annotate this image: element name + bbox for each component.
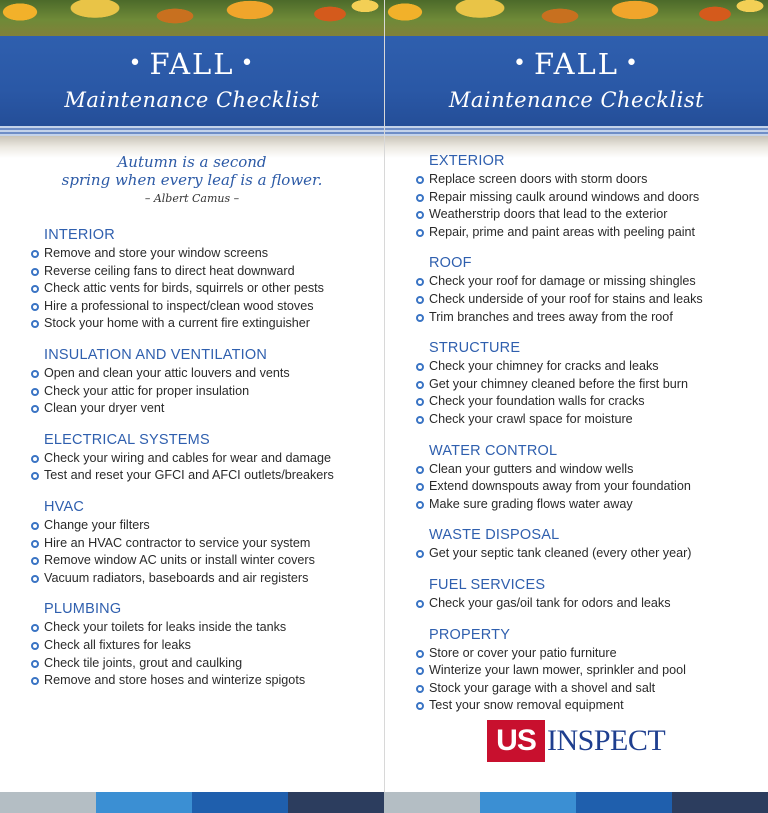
checklist-item bbox=[0, 535, 384, 553]
checklist-section bbox=[385, 338, 768, 428]
checklist-item bbox=[385, 273, 768, 291]
us-inspect-logo bbox=[487, 720, 667, 762]
checklist-item bbox=[385, 171, 768, 189]
checklist-item bbox=[385, 411, 768, 429]
section-heading: EXTERIOR bbox=[429, 153, 505, 169]
checklist-item bbox=[0, 552, 384, 570]
checklist-item bbox=[0, 245, 384, 263]
banner-title: • FALL • bbox=[512, 47, 641, 81]
checklist-item-text: Remove and store hoses and winterize spigots bbox=[44, 673, 306, 688]
section-heading: ROOF bbox=[429, 255, 472, 272]
checklist-item-text: Remove window AC units or install winter covers bbox=[44, 553, 315, 568]
section-heading: INSULATION AND VENTILATION bbox=[44, 346, 268, 363]
circle-bullet-icon bbox=[416, 702, 424, 710]
checklist-item-text: Check underside of your roof for stains and leaks bbox=[429, 291, 703, 306]
checklist-item-text: Test your snow removal equipment bbox=[429, 698, 624, 713]
checklist-item bbox=[385, 595, 768, 613]
title-banner bbox=[385, 36, 768, 126]
logo-us-mark: US bbox=[487, 720, 545, 762]
checklist-item bbox=[0, 619, 384, 637]
checklist-item-text: Hire an HVAC contractor to service your system bbox=[44, 535, 311, 550]
checklist-item bbox=[0, 298, 384, 316]
banner-title: • FALL • bbox=[128, 47, 256, 81]
banner-subtitle: Maintenance Checklist bbox=[64, 88, 320, 112]
right-panel bbox=[384, 0, 768, 813]
checklist-item bbox=[385, 376, 768, 394]
checklist-item-text: Check your gas/oil tank for odors and leaks bbox=[429, 595, 671, 610]
checklist-item bbox=[0, 400, 384, 418]
color-bar-segment bbox=[288, 792, 384, 813]
circle-bullet-icon bbox=[416, 381, 424, 389]
circle-bullet-icon bbox=[416, 650, 424, 658]
checklist-item bbox=[0, 637, 384, 655]
checklist-item bbox=[0, 655, 384, 673]
circle-bullet-icon bbox=[31, 660, 39, 668]
checklist-item-text: Weatherstrip doors that lead to the exterior bbox=[429, 207, 668, 222]
checklist-item bbox=[0, 365, 384, 383]
section-heading: PROPERTY bbox=[429, 626, 511, 643]
checklist-item bbox=[385, 680, 768, 698]
footer-color-bar bbox=[0, 792, 768, 813]
circle-bullet-icon bbox=[416, 296, 424, 304]
checklist-item-text: Change your filters bbox=[44, 517, 150, 532]
checklist-item bbox=[385, 461, 768, 479]
circle-bullet-icon bbox=[416, 278, 424, 286]
circle-bullet-icon bbox=[31, 370, 39, 378]
checklist-item-text: Get your septic tank cleaned (every other year) bbox=[429, 546, 692, 561]
circle-bullet-icon bbox=[31, 268, 39, 276]
checklist-section bbox=[0, 345, 384, 418]
checklist-item bbox=[385, 496, 768, 514]
checklist-item bbox=[385, 291, 768, 309]
quote-line: Autumn is a second bbox=[117, 153, 267, 171]
quote-block bbox=[0, 153, 384, 207]
checklist-item bbox=[385, 697, 768, 715]
color-bar-segment bbox=[0, 792, 96, 813]
circle-bullet-icon bbox=[31, 303, 39, 311]
color-bar-segment bbox=[480, 792, 576, 813]
checklist-item bbox=[385, 358, 768, 376]
checklist-item bbox=[385, 393, 768, 411]
checklist-item bbox=[0, 517, 384, 535]
checklist-item bbox=[385, 206, 768, 224]
color-bar-segment bbox=[192, 792, 288, 813]
color-bar-segment bbox=[576, 792, 672, 813]
circle-bullet-icon bbox=[31, 522, 39, 530]
checklist-item-text: Repair, prime and paint areas with peeling paint bbox=[429, 224, 696, 239]
checklist-section bbox=[385, 625, 768, 715]
checklist-item-text: Check tile joints, grout and caulking bbox=[44, 655, 243, 670]
color-bar-segment bbox=[384, 792, 480, 813]
checklist-section bbox=[0, 225, 384, 333]
section-heading: STRUCTURE bbox=[429, 340, 521, 357]
circle-bullet-icon bbox=[416, 685, 424, 693]
checklist-section bbox=[385, 575, 768, 613]
circle-bullet-icon bbox=[416, 667, 424, 675]
checklist-item-text: Stock your home with a current fire extinguisher bbox=[44, 316, 310, 331]
circle-bullet-icon bbox=[416, 363, 424, 371]
checklist-item-text: Check your toilets for leaks inside the tanks bbox=[44, 620, 287, 635]
banner-stripes bbox=[0, 126, 384, 136]
checklist-item bbox=[0, 467, 384, 485]
checklist-section bbox=[385, 151, 768, 241]
circle-bullet-icon bbox=[31, 405, 39, 413]
checklist-item bbox=[0, 672, 384, 690]
circle-bullet-icon bbox=[31, 285, 39, 293]
checklist-item-text: Check your crawl space for moisture bbox=[429, 411, 633, 426]
circle-bullet-icon bbox=[416, 550, 424, 558]
circle-bullet-icon bbox=[416, 398, 424, 406]
checklist-section bbox=[385, 253, 768, 326]
circle-bullet-icon bbox=[31, 677, 39, 685]
checklist-item bbox=[0, 263, 384, 281]
checklist-item-text: Repair missing caulk around windows and doors bbox=[429, 189, 700, 204]
circle-bullet-icon bbox=[416, 314, 424, 322]
checklist-item-text: Check your wiring and cables for wear and damage bbox=[44, 450, 332, 465]
section-heading: PLUMBING bbox=[44, 601, 122, 618]
circle-bullet-icon bbox=[416, 483, 424, 491]
checklist-item-text: Winterize your lawn mower, sprinkler and pool bbox=[429, 663, 686, 678]
circle-bullet-icon bbox=[416, 176, 424, 184]
checklist-item bbox=[385, 478, 768, 496]
title-banner bbox=[0, 36, 384, 126]
banner-stripes bbox=[385, 126, 768, 136]
color-bar-segment bbox=[672, 792, 768, 813]
checklist-item-text: Vacuum radiators, baseboards and air registers bbox=[44, 570, 309, 585]
checklist-item-text: Check all fixtures for leaks bbox=[44, 637, 191, 652]
checklist-item-text: Trim branches and trees away from the roof bbox=[429, 309, 673, 324]
circle-bullet-icon bbox=[416, 229, 424, 237]
circle-bullet-icon bbox=[416, 211, 424, 219]
checklist-section bbox=[385, 525, 768, 563]
checklist-item-text: Hire a professional to inspect/clean wood stoves bbox=[44, 298, 314, 313]
checklist-item-text: Extend downspouts away from your foundation bbox=[429, 479, 691, 494]
checklist-item bbox=[0, 570, 384, 588]
checklist-item-text: Check your foundation walls for cracks bbox=[429, 394, 645, 409]
checklist-item-text: Clean your gutters and window wells bbox=[429, 461, 634, 476]
quote-author: – Albert Camus – bbox=[144, 192, 240, 205]
checklist-item bbox=[385, 645, 768, 663]
checklist-item-text: Check attic vents for birds, squirrels or other pests bbox=[44, 281, 324, 296]
checklist-item bbox=[0, 450, 384, 468]
checklist-item-text: Make sure grading flows water away bbox=[429, 496, 633, 511]
circle-bullet-icon bbox=[31, 455, 39, 463]
circle-bullet-icon bbox=[31, 320, 39, 328]
checklist-item bbox=[385, 545, 768, 563]
checklist-item-text: Open and clean your attic louvers and vents bbox=[44, 365, 290, 380]
circle-bullet-icon bbox=[416, 600, 424, 608]
color-bar-segment bbox=[96, 792, 192, 813]
checklist-item bbox=[0, 315, 384, 333]
checklist-item-text: Remove and store your window screens bbox=[44, 246, 268, 260]
circle-bullet-icon bbox=[31, 540, 39, 548]
section-heading: WASTE DISPOSAL bbox=[429, 527, 560, 544]
checklist-section bbox=[0, 599, 384, 689]
quote-line: spring when every leaf is a flower. bbox=[61, 171, 323, 189]
section-heading: WATER CONTROL bbox=[429, 442, 558, 459]
checklist-item bbox=[0, 280, 384, 298]
section-heading: ELECTRICAL SYSTEMS bbox=[44, 431, 210, 448]
checklist-item-text: Replace screen doors with storm doors bbox=[429, 172, 648, 186]
circle-bullet-icon bbox=[31, 388, 39, 396]
section-heading: HVAC bbox=[44, 498, 85, 515]
checklist-item bbox=[385, 662, 768, 680]
section-heading: INTERIOR bbox=[44, 227, 115, 243]
checklist-item-text: Check your roof for damage or missing shingles bbox=[429, 274, 696, 289]
checklist-item-text: Stock your garage with a shovel and salt bbox=[429, 680, 656, 695]
checklist-item bbox=[385, 309, 768, 327]
right-checklist bbox=[385, 151, 768, 727]
left-checklist bbox=[0, 225, 384, 702]
circle-bullet-icon bbox=[416, 194, 424, 202]
logo-inspect-text: INSPECT bbox=[547, 724, 666, 757]
checklist-item-text: Clean your dryer vent bbox=[44, 401, 165, 416]
checklist-item-text: Get your chimney cleaned before the first burn bbox=[429, 376, 689, 391]
checklist-item-text: Check your chimney for cracks and leaks bbox=[429, 359, 659, 374]
checklist-item bbox=[385, 189, 768, 207]
circle-bullet-icon bbox=[416, 501, 424, 509]
checklist-item-text: Store or cover your patio furniture bbox=[429, 645, 617, 660]
section-heading: FUEL SERVICES bbox=[429, 576, 546, 593]
circle-bullet-icon bbox=[31, 642, 39, 650]
checklist-item-text: Test and reset your GFCI and AFCI outlets/breakers bbox=[44, 468, 334, 483]
circle-bullet-icon bbox=[416, 416, 424, 424]
checklist-item bbox=[385, 224, 768, 242]
circle-bullet-icon bbox=[416, 466, 424, 474]
checklist-section bbox=[0, 497, 384, 587]
circle-bullet-icon bbox=[31, 557, 39, 565]
circle-bullet-icon bbox=[31, 472, 39, 480]
checklist-item bbox=[0, 383, 384, 401]
banner-subtitle: Maintenance Checklist bbox=[448, 88, 705, 112]
circle-bullet-icon bbox=[31, 575, 39, 583]
checklist-item-text: Check your attic for proper insulation bbox=[44, 383, 250, 398]
checklist-section bbox=[385, 441, 768, 514]
circle-bullet-icon bbox=[31, 250, 39, 258]
checklist-section bbox=[0, 430, 384, 485]
checklist-item-text: Reverse ceiling fans to direct heat downward bbox=[44, 263, 295, 278]
circle-bullet-icon bbox=[31, 624, 39, 632]
